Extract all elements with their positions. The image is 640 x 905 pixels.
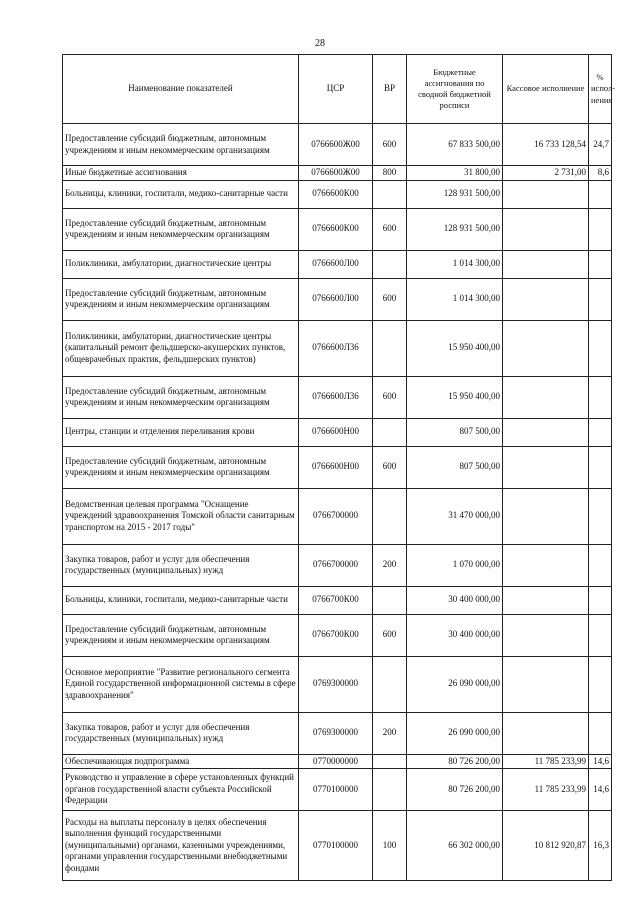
row-budget: 1 014 300,00 (407, 250, 503, 278)
table-header-row (63, 55, 612, 124)
row-budget: 128 931 500,00 (407, 208, 503, 250)
row-csr: 0769300000 (299, 656, 373, 712)
row-vr: 600 (373, 278, 407, 320)
row-pct (589, 278, 612, 320)
row-budget: 15 950 400,00 (407, 376, 503, 418)
row-vr (373, 488, 407, 544)
table-row (63, 320, 612, 376)
table-row (63, 446, 612, 488)
row-pct (589, 376, 612, 418)
row-csr: 0766700000 (299, 488, 373, 544)
row-csr: 0770100000 (299, 769, 373, 811)
row-csr: 0766600Л36 (299, 320, 373, 376)
row-pct (589, 712, 612, 754)
row-cash (503, 712, 589, 754)
row-vr (373, 320, 407, 376)
row-pct (589, 544, 612, 586)
row-budget: 66 302 000,00 (407, 811, 503, 881)
row-csr: 0766600Л00 (299, 278, 373, 320)
table-row (63, 754, 612, 769)
row-name: Предоставление субсидий бюджетным, автономным учреждениям и иным некоммерческим организациям (63, 376, 299, 418)
table-row (63, 586, 612, 614)
row-name: Предоставление субсидий бюджетным, автономным учреждениям и иным некоммерческим организациям (63, 614, 299, 656)
row-budget: 67 833 500,00 (407, 124, 503, 166)
header-csr: ЦСР (299, 55, 373, 124)
row-name: Предоставление субсидий бюджетным, автономным учреждениям и иным некоммерческим организациям (63, 278, 299, 320)
row-pct: 8,6 (589, 166, 612, 181)
row-vr: 600 (373, 446, 407, 488)
row-cash (503, 250, 589, 278)
row-cash (503, 586, 589, 614)
table-row (63, 166, 612, 181)
row-cash: 11 785 233,99 (503, 769, 589, 811)
row-csr: 0766600Н00 (299, 446, 373, 488)
row-csr: 0766600Ж00 (299, 166, 373, 181)
row-pct (589, 320, 612, 376)
row-budget: 80 726 200,00 (407, 754, 503, 769)
row-budget: 30 400 000,00 (407, 614, 503, 656)
row-csr: 0770000000 (299, 754, 373, 769)
table-row (63, 811, 612, 881)
table-row (63, 614, 612, 656)
table-row (63, 376, 612, 418)
row-pct (589, 656, 612, 712)
table-row (63, 769, 612, 811)
row-cash (503, 446, 589, 488)
row-pct: 14,6 (589, 754, 612, 769)
row-pct (589, 180, 612, 208)
row-pct (589, 208, 612, 250)
row-vr: 600 (373, 614, 407, 656)
row-budget: 30 400 000,00 (407, 586, 503, 614)
row-csr: 0766600Ж00 (299, 124, 373, 166)
row-budget: 128 931 500,00 (407, 180, 503, 208)
row-cash (503, 208, 589, 250)
table-row (63, 180, 612, 208)
page-number: 28 (315, 38, 325, 49)
row-vr: 100 (373, 811, 407, 881)
table-row (63, 278, 612, 320)
row-name: Основное мероприятие "Развитие регионального сегмента Единой государственной информационной системы в сфере здравоохранения" (63, 656, 299, 712)
row-vr (373, 586, 407, 614)
row-pct: 24,7 (589, 124, 612, 166)
row-vr (373, 418, 407, 446)
row-cash: 2 731,00 (503, 166, 589, 181)
table-row (63, 544, 612, 586)
table-row (63, 208, 612, 250)
row-vr (373, 656, 407, 712)
row-budget: 26 090 000,00 (407, 712, 503, 754)
row-name: Обеспечивающая подпрограмма (63, 754, 299, 769)
table-row (63, 124, 612, 166)
row-name: Закупка товаров, работ и услуг для обеспечения государственных (муниципальных) нужд (63, 712, 299, 754)
row-name: Больницы, клиники, госпитали, медико-санитарные части (63, 586, 299, 614)
row-pct (589, 488, 612, 544)
header-vr: ВР (373, 55, 407, 124)
row-cash (503, 180, 589, 208)
row-csr: 0769300000 (299, 712, 373, 754)
row-pct: 14,6 (589, 769, 612, 811)
row-cash: 11 785 233,99 (503, 754, 589, 769)
row-name: Руководство и управление в сфере установленных функций органов государственной власти субъекта Российской Федерации (63, 769, 299, 811)
row-name: Ведомственная целевая программа "Оснащение учреждений здравоохранения Томской области санитарным транспортом на 2015 - 2017 годы" (63, 488, 299, 544)
row-name: Центры, станции и отделения переливания крови (63, 418, 299, 446)
row-vr (373, 769, 407, 811)
row-vr: 600 (373, 124, 407, 166)
row-name: Больницы, клиники, госпитали, медико-санитарные части (63, 180, 299, 208)
header-cash: Кассовое исполнение (503, 55, 589, 124)
row-cash (503, 614, 589, 656)
row-cash (503, 278, 589, 320)
row-name: Предоставление субсидий бюджетным, автономным учреждениям и иным некоммерческим организациям (63, 446, 299, 488)
row-cash: 16 733 128,54 (503, 124, 589, 166)
row-vr (373, 754, 407, 769)
row-budget: 31 800,00 (407, 166, 503, 181)
row-budget: 807 500,00 (407, 418, 503, 446)
row-csr: 0770100000 (299, 811, 373, 881)
header-budget: Бюджетные ассигнования по сводной бюджетной росписи (407, 55, 503, 124)
row-name: Предоставление субсидий бюджетным, автономным учреждениям и иным некоммерческим организациям (63, 208, 299, 250)
row-name: Закупка товаров, работ и услуг для обеспечения государственных (муниципальных) нужд (63, 544, 299, 586)
table-row (63, 712, 612, 754)
row-vr: 800 (373, 166, 407, 181)
table-body (63, 124, 612, 881)
row-csr: 0766700К00 (299, 614, 373, 656)
row-cash (503, 418, 589, 446)
row-cash (503, 656, 589, 712)
row-budget: 31 470 000,00 (407, 488, 503, 544)
row-cash (503, 488, 589, 544)
row-pct (589, 586, 612, 614)
row-budget: 26 090 000,00 (407, 656, 503, 712)
row-budget: 807 500,00 (407, 446, 503, 488)
row-vr: 600 (373, 208, 407, 250)
table-row (63, 656, 612, 712)
row-csr: 0766600К00 (299, 180, 373, 208)
row-vr: 600 (373, 376, 407, 418)
row-name: Предоставление субсидий бюджетным, автономным учреждениям и иным некоммерческим организациям (63, 124, 299, 166)
row-name: Поликлиники, амбулатории, диагностические центры (63, 250, 299, 278)
table-row (63, 418, 612, 446)
budget-execution-table (62, 54, 616, 881)
table-row (63, 250, 612, 278)
row-vr: 200 (373, 712, 407, 754)
row-csr: 0766700К00 (299, 586, 373, 614)
row-pct: 16,3 (589, 811, 612, 881)
row-csr: 0766600Л00 (299, 250, 373, 278)
row-vr (373, 250, 407, 278)
table-row (63, 488, 612, 544)
row-csr: 0766600Н00 (299, 418, 373, 446)
header-pct: % испол-нения (589, 55, 612, 124)
row-pct (589, 250, 612, 278)
row-vr: 200 (373, 544, 407, 586)
row-name: Иные бюджетные ассигнования (63, 166, 299, 181)
row-budget: 15 950 400,00 (407, 320, 503, 376)
row-pct (589, 614, 612, 656)
row-cash (503, 376, 589, 418)
row-csr: 0766600Л36 (299, 376, 373, 418)
row-cash (503, 544, 589, 586)
row-budget: 1 070 000,00 (407, 544, 503, 586)
header-name: Наименование показателей (63, 55, 299, 124)
row-csr: 0766700000 (299, 544, 373, 586)
row-name: Расходы на выплаты персоналу в целях обеспечения выполнения функций государственными (муниципальными) органами, казенными учреждениями, органами управления государственными внебюджетными фондами (63, 811, 299, 881)
row-pct (589, 418, 612, 446)
row-csr: 0766600К00 (299, 208, 373, 250)
row-budget: 1 014 300,00 (407, 278, 503, 320)
row-pct (589, 446, 612, 488)
row-vr (373, 180, 407, 208)
row-name: Поликлиники, амбулатории, диагностические центры (капитальный ремонт фельдшерско-акушерских пунктов, общеврачебных практик, фельдшерских пунктов) (63, 320, 299, 376)
row-cash (503, 320, 589, 376)
row-cash: 10 812 920,87 (503, 811, 589, 881)
row-budget: 80 726 200,00 (407, 769, 503, 811)
